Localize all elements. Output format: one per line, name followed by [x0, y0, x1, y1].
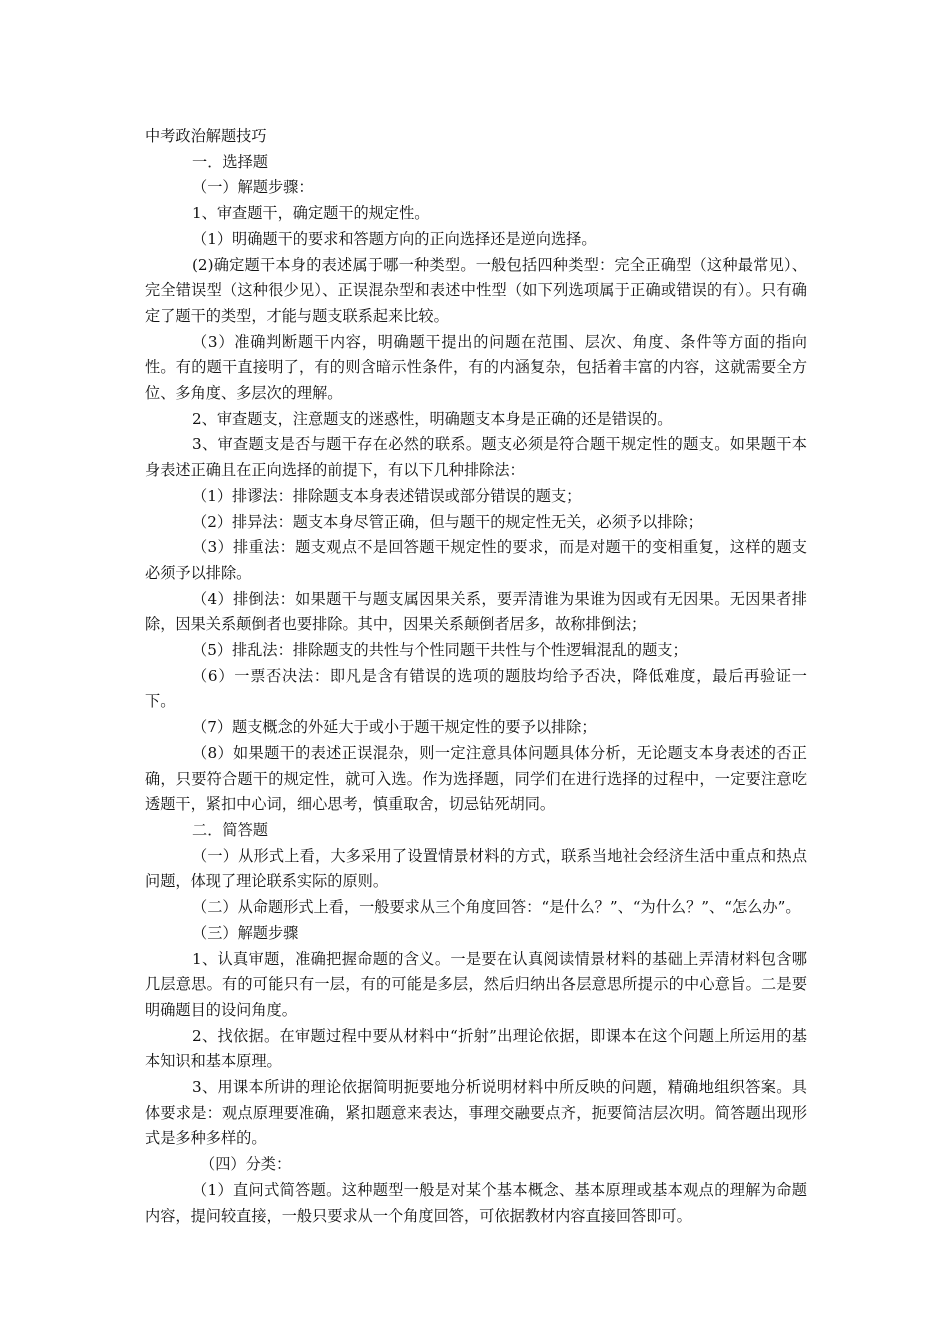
paragraph: （1）排谬法：排除题支本身表述错误或部分错误的题支；: [192, 486, 582, 505]
paragraph: （3）准确判断题干内容，明确题干提出的问题在范围、层次、角度、条件等方面的指向性。有的题干直接明了，有的则含暗示性条件，有的内涵复杂，包括着丰富的内容，这就需要全方位、多角度、多层次的理解。: [145, 332, 807, 403]
paragraph: 1、认真审题，准确把握命题的含义。一是要在认真阅读情景材料的基础上弄清材料包含哪几层意思。有的可能只有一层，有的可能是多层，然后归纳出各层意思所提示的中心意旨。二是要明确题目的设问角度。: [145, 949, 807, 1019]
subsection-heading: （一）解题步骤：: [192, 178, 314, 197]
paragraph: （1）明确题干的要求和答题方向的正向选择还是逆向选择。: [192, 229, 597, 248]
document-body: [145, 124, 807, 1229]
paragraph: （二）从命题形式上看，一般要求从三个角度回答：“是什么？”、“为什么？”、“怎么办”。: [192, 898, 801, 917]
paragraph: （7）题支概念的外延大于或小于题干规定性的要予以排除；: [192, 718, 597, 737]
subsection-heading: （四）分类：: [200, 1155, 292, 1174]
paragraph: （2）排异法：题支本身尽管正确，但与题干的规定性无关，必须予以排除；: [192, 512, 703, 531]
paragraph: （6）一票否决法：即凡是含有错误的选项的题肢均给予否决，降低难度，最后再验证一下。: [145, 666, 807, 711]
paragraph: （5）排乱法：排除题支的共性与个性同题干共性与个性逻辑混乱的题支；: [192, 641, 688, 660]
paragraph: （1）直问式简答题。这种题型一般是对某个基本概念、基本原理或基本观点的理解为命题内容，提问较直接，一般只要求从一个角度回答，可依据教材内容直接回答即可。: [145, 1180, 807, 1225]
subsection-heading: （三）解题步骤: [192, 923, 299, 942]
paragraph: 1、审查题干，确定题干的规定性。: [192, 204, 430, 223]
paragraph: （8）如果题干的表述正误混杂，则一定注意具体问题具体分析，无论题支本身表述的否正确，只要符合题干的规定性，就可入选。作为选择题，同学们在进行选择的过程中，一定要注意吃透题干，紧扣中心词，细心思考，慎重取舍，切忌钻死胡同。: [145, 743, 807, 814]
paragraph: 3、审查题支是否与题干存在必然的联系。题支必须是符合题干规定性的题支。如果题干本身表述正确且在正向选择的前提下，有以下几种排除法：: [145, 435, 807, 480]
section-heading-short-answer: 二．简答题: [192, 820, 268, 839]
paragraph: 2、审查题支，注意题支的迷惑性，明确题支本身是正确的还是错误的。: [192, 409, 673, 428]
paragraph: （4）排倒法：如果题干与题支属因果关系，要弄清谁为果谁为因或有无因果。无因果者排除，因果关系颠倒者也要排除。其中，因果关系颠倒者居多，故称排倒法；: [145, 589, 807, 634]
paragraph: （3）排重法：题支观点不是回答题干规定性的要求，而是对题干的变相重复，这样的题支必须予以排除。: [145, 538, 807, 582]
paragraph: （一）从形式上看，大多采用了设置情景材料的方式，联系当地社会经济生活中重点和热点问题，体现了理论联系实际的原则。: [145, 846, 807, 891]
paragraph: (2)确定题干本身的表述属于哪一种类型。一般包括四种类型：完全正确型（这种最常见）、完全错误型（这种很少见）、正误混杂型和表述中性型（如下列选项属于正确或错误的有）。只有确定了题干的类型，才能与题支联系起来比较。: [145, 255, 807, 325]
paragraph: 2、找依据。在审题过程中要从材料中“折射”出理论依据，即课本在这个问题上所运用的基本知识和基本原理。: [145, 1026, 807, 1071]
section-heading-choice: 一．选择题: [192, 152, 268, 171]
paragraph: 3、用课本所讲的理论依据简明扼要地分析说明材料中所反映的问题，精确地组织答案。具体要求是：观点原理要准确，紧扣题意来表达，事理交融要点齐，扼要简洁层次明。简答题出现形式是多种多样的。: [145, 1078, 807, 1148]
document-title: 中考政治解题技巧: [145, 127, 267, 145]
